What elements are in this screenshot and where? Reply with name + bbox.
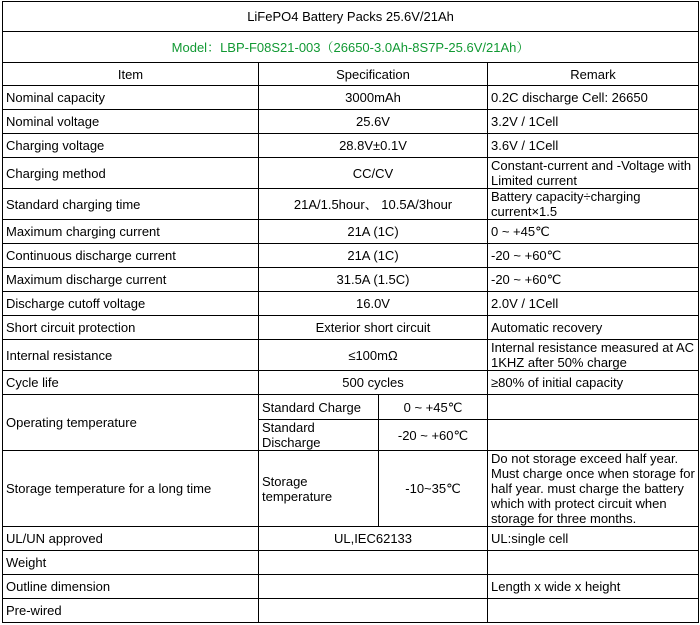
row-remark: 0 ~ +45℃	[488, 220, 699, 244]
row-spec: Exterior short circuit	[259, 316, 488, 340]
operating-charge-label: Standard Charge	[259, 395, 379, 420]
table-row	[3, 371, 699, 395]
row-item: Maximum discharge current	[3, 268, 259, 292]
row-item: Internal resistance	[3, 340, 259, 371]
row-spec: 16.0V	[259, 292, 488, 316]
storage-remark: Do not storage exceed half year. Must charge once when storage for half year. must charge the battery which with protect circuit when storage for three months.	[488, 451, 699, 527]
operating-item: Operating temperature	[3, 395, 259, 451]
table-row	[3, 268, 699, 292]
header-item: Item	[3, 63, 259, 86]
row-spec: 3000mAh	[259, 86, 488, 110]
row-remark: Internal resistance measured at AC 1KHZ after 50% charge	[488, 340, 699, 371]
row-remark: Constant-current and -Voltage with Limited current	[488, 158, 699, 189]
operating-discharge-value: -20 ~ +60℃	[379, 420, 488, 451]
weight-spec	[259, 551, 488, 575]
page-title: LiFePO4 Battery Packs 25.6V/21Ah	[3, 2, 699, 32]
row-spec: 31.5A (1.5C)	[259, 268, 488, 292]
storage-label: Storage temperature	[259, 451, 379, 527]
battery-spec-table	[2, 1, 699, 623]
table-row	[3, 86, 699, 110]
table-row	[3, 527, 699, 551]
table-row	[3, 110, 699, 134]
row-remark: ≥80% of initial capacity	[488, 371, 699, 395]
row-item: Charging method	[3, 158, 259, 189]
row-remark: 0.2C discharge Cell: 26650	[488, 86, 699, 110]
row-remark: -20 ~ +60℃	[488, 268, 699, 292]
row-spec: 21A (1C)	[259, 244, 488, 268]
table-row	[3, 575, 699, 599]
row-remark: Automatic recovery	[488, 316, 699, 340]
table-row	[3, 189, 699, 220]
approval-spec: UL,IEC62133	[259, 527, 488, 551]
model-line: Model：LBP-F08S21-003（26650-3.0Ah-8S7P-25.6V/21Ah）	[3, 32, 699, 63]
table-row	[3, 340, 699, 371]
row-spec: CC/CV	[259, 158, 488, 189]
row-remark: -20 ~ +60℃	[488, 244, 699, 268]
operating-charge-value: 0 ~ +45℃	[379, 395, 488, 420]
row-spec: 25.6V	[259, 110, 488, 134]
table-row	[3, 551, 699, 575]
storage-value: -10~35℃	[379, 451, 488, 527]
row-item: Nominal capacity	[3, 86, 259, 110]
row-spec: 28.8V±0.1V	[259, 134, 488, 158]
row-item: Standard charging time	[3, 189, 259, 220]
operating-charge-remark	[488, 395, 699, 420]
row-remark: 3.2V / 1Cell	[488, 110, 699, 134]
row-spec: 21A (1C)	[259, 220, 488, 244]
table-row	[3, 599, 699, 623]
outline-remark: Length x wide x height	[488, 575, 699, 599]
row-item: Continuous discharge current	[3, 244, 259, 268]
approval-remark: UL:single cell	[488, 527, 699, 551]
row-remark: 2.0V / 1Cell	[488, 292, 699, 316]
operating-row	[3, 395, 699, 420]
row-item: Maximum charging current	[3, 220, 259, 244]
outline-item: Outline dimension	[3, 575, 259, 599]
table-row	[3, 134, 699, 158]
row-item: Cycle life	[3, 371, 259, 395]
outline-spec	[259, 575, 488, 599]
storage-row	[3, 451, 699, 527]
row-spec: 500 cycles	[259, 371, 488, 395]
row-item: Short circuit protection	[3, 316, 259, 340]
table-row	[3, 244, 699, 268]
prewired-spec	[259, 599, 488, 623]
operating-discharge-label: Standard Discharge	[259, 420, 379, 451]
row-spec: 21A/1.5hour、 10.5A/3hour	[259, 189, 488, 220]
row-remark: Battery capacity÷charging current×1.5	[488, 189, 699, 220]
weight-item: Weight	[3, 551, 259, 575]
row-item: Charging voltage	[3, 134, 259, 158]
table-row	[3, 316, 699, 340]
row-spec: ≤100mΩ	[259, 340, 488, 371]
storage-item: Storage temperature for a long time	[3, 451, 259, 527]
approval-item: UL/UN approved	[3, 527, 259, 551]
row-remark: 3.6V / 1Cell	[488, 134, 699, 158]
row-item: Discharge cutoff voltage	[3, 292, 259, 316]
table-row	[3, 292, 699, 316]
header-specification: Specification	[259, 63, 488, 86]
prewired-remark	[488, 599, 699, 623]
row-item: Nominal voltage	[3, 110, 259, 134]
table-row	[3, 158, 699, 189]
prewired-item: Pre-wired	[3, 599, 259, 623]
header-remark: Remark	[488, 63, 699, 86]
weight-remark	[488, 551, 699, 575]
table-row	[3, 220, 699, 244]
operating-discharge-remark	[488, 420, 699, 451]
